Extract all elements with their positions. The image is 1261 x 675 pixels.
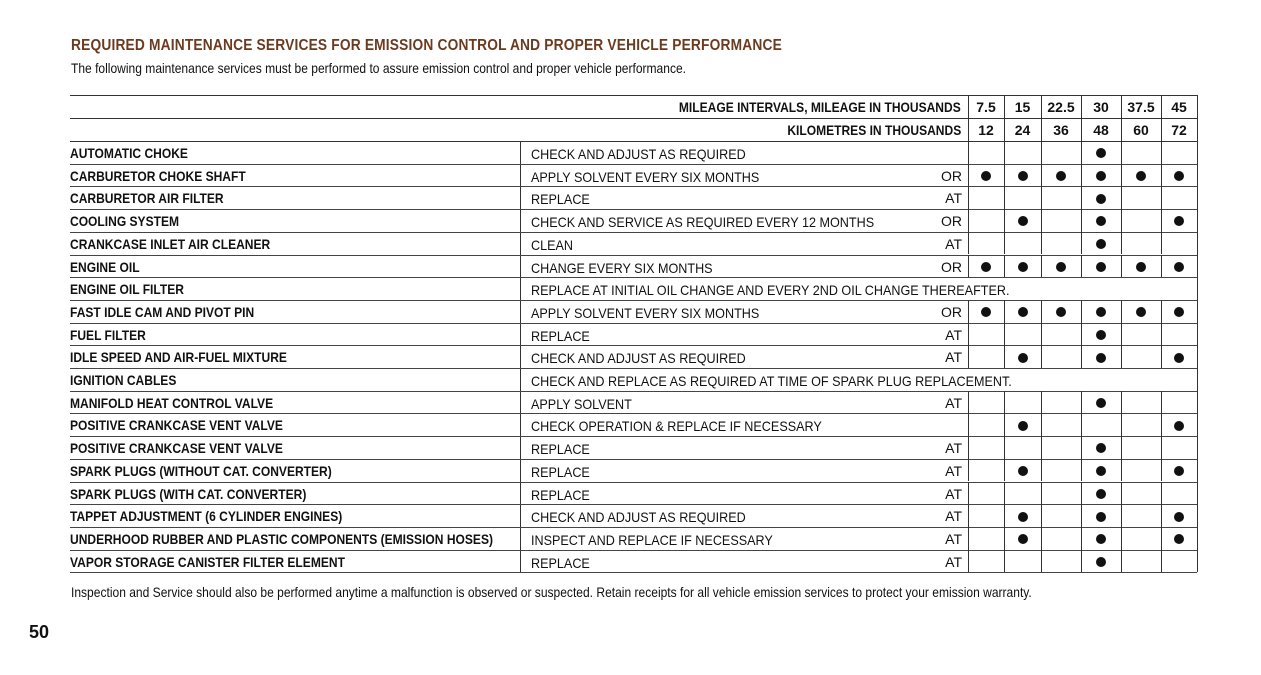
column-divider — [1161, 186, 1162, 209]
service-item: CRANKCASE INLET AIR CLEANER — [70, 235, 271, 252]
service-item: CARBURETOR AIR FILTER — [70, 190, 224, 207]
column-divider — [1004, 209, 1005, 232]
row-divider — [70, 482, 1197, 483]
row-divider — [70, 504, 1197, 505]
service-item: ENGINE OIL FILTER — [70, 281, 184, 298]
service-condition: AT — [945, 349, 962, 366]
row-divider — [70, 527, 1197, 528]
interval-mark-icon — [1018, 512, 1028, 522]
column-divider — [1081, 186, 1082, 209]
service-description: APPLY SOLVENT EVERY SIX MONTHS — [531, 304, 760, 321]
service-item: FAST IDLE CAM AND PIVOT PIN — [70, 303, 255, 320]
service-description: REPLACE — [531, 486, 590, 503]
interval-mark-icon — [1096, 534, 1106, 544]
service-description: REPLACE AT INITIAL OIL CHANGE AND EVERY 2ND OIL CHANGE THEREAFTER. — [531, 282, 1010, 299]
service-condition: AT — [945, 553, 962, 570]
service-description: REPLACE — [531, 463, 590, 480]
column-divider — [968, 300, 969, 323]
column-divider — [1081, 550, 1082, 573]
column-divider — [1041, 232, 1042, 255]
column-divider — [1004, 95, 1005, 141]
service-condition: AT — [945, 190, 962, 207]
column-divider — [1004, 482, 1005, 505]
column-divider — [1121, 141, 1122, 164]
column-divider — [1041, 459, 1042, 482]
service-item: SPARK PLUGS (WITHOUT CAT. CONVERTER) — [70, 462, 332, 479]
column-divider — [968, 391, 969, 414]
page-subtitle: The following maintenance services must be performed to assure emission control and proper vehicle performance. — [71, 60, 687, 76]
column-divider — [1161, 413, 1162, 436]
column-divider — [1161, 504, 1162, 527]
column-divider — [1081, 209, 1082, 232]
interval-mark-icon — [1174, 421, 1184, 431]
interval-mark-icon — [1174, 171, 1184, 181]
column-divider — [1161, 436, 1162, 459]
column-divider — [1041, 527, 1042, 550]
row-divider — [70, 368, 1197, 369]
column-divider — [1081, 345, 1082, 368]
interval-mark-icon — [1018, 534, 1028, 544]
km-header-cell: 72 — [1171, 122, 1187, 138]
column-divider — [1081, 504, 1082, 527]
interval-mark-icon — [1096, 148, 1106, 158]
service-condition: AT — [945, 235, 962, 252]
column-divider — [1041, 436, 1042, 459]
service-description: CHECK AND ADJUST AS REQUIRED — [531, 350, 746, 367]
interval-mark-icon — [981, 307, 991, 317]
km-header-cell: 60 — [1133, 122, 1149, 138]
column-divider — [968, 141, 969, 164]
service-item: POSITIVE CRANKCASE VENT VALVE — [70, 440, 283, 457]
interval-mark-icon — [1174, 466, 1184, 476]
body-top-rule — [70, 141, 1197, 142]
service-description: CHECK AND SERVICE AS REQUIRED EVERY 12 MONTHS — [531, 214, 875, 231]
column-divider — [1081, 391, 1082, 414]
column-divider — [520, 141, 521, 572]
row-divider — [70, 255, 1197, 256]
km-header-label: KILOMETRES IN THOUSANDS — [787, 122, 961, 138]
column-divider — [1041, 550, 1042, 573]
service-description: REPLACE — [531, 191, 590, 208]
column-divider — [968, 209, 969, 232]
service-description: REPLACE — [531, 441, 590, 458]
row-divider — [70, 164, 1197, 165]
interval-mark-icon — [1056, 262, 1066, 272]
column-divider — [1121, 391, 1122, 414]
footnote: Inspection and Service should also be performed anytime a malfunction is observed or suspected. Retain receipts for all vehicle emission services to protect your emission warranty. — [71, 584, 1032, 600]
mileage-header-cell: 15 — [1014, 99, 1031, 115]
service-item: AUTOMATIC CHOKE — [70, 145, 188, 161]
interval-mark-icon — [1018, 216, 1028, 226]
service-condition: AT — [945, 394, 962, 411]
column-divider — [1121, 482, 1122, 505]
interval-mark-icon — [1136, 262, 1146, 272]
interval-mark-icon — [1096, 171, 1106, 181]
column-divider — [1041, 323, 1042, 346]
column-divider — [1004, 550, 1005, 573]
column-divider — [1041, 482, 1042, 505]
interval-mark-icon — [1096, 443, 1106, 453]
column-divider — [1004, 186, 1005, 209]
service-condition: OR — [941, 167, 962, 184]
service-description: CHANGE EVERY SIX MONTHS — [531, 259, 713, 276]
mileage-header-cell: 37.5 — [1127, 99, 1155, 115]
mileage-header-cell: 30 — [1093, 99, 1109, 115]
row-divider — [70, 436, 1197, 437]
row-divider — [70, 209, 1197, 210]
column-divider — [1041, 345, 1042, 368]
row-divider — [70, 459, 1197, 460]
interval-mark-icon — [1096, 466, 1106, 476]
interval-mark-icon — [1096, 398, 1106, 408]
service-item: FUEL FILTER — [70, 326, 146, 343]
km-header-cell: 36 — [1053, 122, 1069, 138]
page-title: REQUIRED MAINTENANCE SERVICES FOR EMISSION CONTROL AND PROPER VEHICLE PERFORMANCE — [71, 37, 782, 54]
column-divider — [1004, 436, 1005, 459]
service-item: SPARK PLUGS (WITH CAT. CONVERTER) — [70, 485, 307, 502]
column-divider — [1121, 323, 1122, 346]
service-item: TAPPET ADJUSTMENT (6 CYLINDER ENGINES) — [70, 508, 343, 525]
column-divider — [1161, 345, 1162, 368]
column-divider — [968, 459, 969, 482]
interval-mark-icon — [1136, 307, 1146, 317]
column-divider — [1004, 300, 1005, 323]
column-divider — [1121, 255, 1122, 278]
column-divider — [1121, 232, 1122, 255]
column-divider — [1081, 255, 1082, 278]
service-condition: AT — [945, 440, 962, 457]
interval-mark-icon — [1174, 262, 1184, 272]
column-divider — [1004, 459, 1005, 482]
service-description: REPLACE — [531, 327, 590, 344]
column-divider — [968, 482, 969, 505]
column-divider — [1081, 436, 1082, 459]
service-item: IDLE SPEED AND AIR-FUEL MIXTURE — [70, 349, 287, 366]
column-divider — [1041, 141, 1042, 164]
row-divider — [70, 323, 1197, 324]
km-header-cell: 12 — [978, 122, 994, 138]
column-divider — [1081, 482, 1082, 505]
interval-mark-icon — [1096, 262, 1106, 272]
service-description: CHECK AND ADJUST AS REQUIRED — [531, 146, 746, 162]
interval-mark-icon — [1136, 171, 1146, 181]
interval-mark-icon — [1174, 216, 1184, 226]
service-description: CHECK AND ADJUST AS REQUIRED — [531, 509, 746, 526]
column-divider — [1161, 141, 1162, 164]
column-divider — [1121, 527, 1122, 550]
service-condition: OR — [941, 303, 962, 320]
column-divider — [1121, 209, 1122, 232]
column-divider — [1161, 232, 1162, 255]
interval-mark-icon — [1174, 512, 1184, 522]
row-divider — [70, 391, 1197, 392]
column-divider — [1004, 141, 1005, 164]
column-divider — [968, 527, 969, 550]
column-divider — [1197, 95, 1198, 141]
interval-mark-icon — [1018, 353, 1028, 363]
row-divider — [70, 413, 1197, 414]
column-divider — [1121, 459, 1122, 482]
service-description: APPLY SOLVENT — [531, 395, 632, 412]
column-divider — [1121, 345, 1122, 368]
column-divider — [1161, 459, 1162, 482]
column-divider — [1081, 527, 1082, 550]
column-divider — [1004, 391, 1005, 414]
interval-mark-icon — [1174, 307, 1184, 317]
service-condition: AT — [945, 462, 962, 479]
column-divider — [968, 550, 969, 573]
service-description: CLEAN — [531, 236, 574, 253]
column-divider — [1004, 323, 1005, 346]
service-item: COOLING SYSTEM — [70, 213, 180, 230]
interval-mark-icon — [1096, 512, 1106, 522]
service-condition: OR — [941, 213, 962, 230]
interval-mark-icon — [1056, 171, 1066, 181]
column-divider — [1004, 232, 1005, 255]
column-divider — [1161, 209, 1162, 232]
column-divider — [1161, 391, 1162, 414]
column-divider — [968, 323, 969, 346]
column-divider — [1041, 413, 1042, 436]
service-item: POSITIVE CRANKCASE VENT VALVE — [70, 417, 283, 434]
interval-mark-icon — [1018, 466, 1028, 476]
table-top-rule — [70, 95, 1197, 96]
column-divider — [1161, 164, 1162, 187]
row-divider — [70, 572, 1197, 573]
interval-mark-icon — [1096, 330, 1106, 340]
km-header-cell: 48 — [1093, 122, 1109, 138]
column-divider — [1121, 95, 1122, 141]
interval-mark-icon — [1096, 307, 1106, 317]
service-description: INSPECT AND REPLACE IF NECESSARY — [531, 531, 773, 548]
service-description: APPLY SOLVENT EVERY SIX MONTHS — [531, 168, 760, 185]
column-divider — [1004, 164, 1005, 187]
interval-mark-icon — [1018, 262, 1028, 272]
column-divider — [1161, 527, 1162, 550]
column-divider — [1121, 413, 1122, 436]
column-divider — [1041, 504, 1042, 527]
interval-mark-icon — [981, 171, 991, 181]
service-description: REPLACE — [531, 554, 590, 571]
column-divider — [968, 232, 969, 255]
column-divider — [1161, 550, 1162, 573]
service-item: CARBURETOR CHOKE SHAFT — [70, 167, 246, 184]
column-divider — [1161, 300, 1162, 323]
row-divider — [70, 186, 1197, 187]
column-divider — [968, 413, 969, 436]
service-item: ENGINE OIL — [70, 258, 140, 275]
column-divider — [968, 95, 969, 141]
column-divider — [1004, 527, 1005, 550]
mileage-header-cell: 22.5 — [1047, 99, 1075, 115]
interval-mark-icon — [1018, 171, 1028, 181]
column-divider — [1121, 186, 1122, 209]
service-item: IGNITION CABLES — [70, 372, 177, 388]
column-divider — [1121, 504, 1122, 527]
column-divider — [1161, 95, 1162, 141]
row-divider — [70, 277, 1197, 278]
column-divider — [1004, 504, 1005, 527]
column-divider — [1081, 323, 1082, 346]
service-item: VAPOR STORAGE CANISTER FILTER ELEMENT — [70, 553, 345, 570]
interval-mark-icon — [1096, 216, 1106, 226]
table-right-border — [1197, 141, 1198, 572]
column-divider — [1004, 413, 1005, 436]
interval-mark-icon — [1174, 353, 1184, 363]
service-item: UNDERHOOD RUBBER AND PLASTIC COMPONENTS (EMISSION HOSES) — [70, 530, 493, 547]
column-divider — [1081, 95, 1082, 141]
row-divider — [70, 300, 1197, 301]
column-divider — [1004, 345, 1005, 368]
interval-mark-icon — [981, 262, 991, 272]
header-rule — [70, 118, 1197, 119]
column-divider — [1041, 391, 1042, 414]
column-divider — [1081, 232, 1082, 255]
page-number: 50 — [29, 622, 50, 642]
interval-mark-icon — [1096, 557, 1106, 567]
interval-mark-icon — [1174, 534, 1184, 544]
interval-mark-icon — [1096, 353, 1106, 363]
column-divider — [1121, 300, 1122, 323]
interval-mark-icon — [1056, 307, 1066, 317]
service-item: MANIFOLD HEAT CONTROL VALVE — [70, 394, 274, 411]
column-divider — [1041, 255, 1042, 278]
service-condition: AT — [945, 508, 962, 525]
column-divider — [1081, 459, 1082, 482]
mileage-header-cell: 45 — [1171, 99, 1187, 115]
column-divider — [1041, 186, 1042, 209]
column-divider — [968, 436, 969, 459]
interval-mark-icon — [1096, 239, 1106, 249]
column-divider — [1041, 95, 1042, 141]
column-divider — [1081, 300, 1082, 323]
column-divider — [1004, 255, 1005, 278]
mileage-header-cell: 7.5 — [976, 99, 996, 115]
column-divider — [968, 345, 969, 368]
row-divider — [70, 345, 1197, 346]
column-divider — [1081, 141, 1082, 164]
column-divider — [1161, 323, 1162, 346]
interval-mark-icon — [1018, 421, 1028, 431]
column-divider — [1161, 482, 1162, 505]
row-divider — [70, 232, 1197, 233]
mileage-header-label: MILEAGE INTERVALS, MILEAGE IN THOUSANDS — [679, 99, 961, 115]
column-divider — [1121, 436, 1122, 459]
km-header-cell: 24 — [1014, 122, 1031, 138]
service-description: CHECK AND REPLACE AS REQUIRED AT TIME OF SPARK PLUG REPLACEMENT. — [531, 373, 1012, 389]
service-condition: AT — [945, 485, 962, 502]
interval-mark-icon — [1018, 307, 1028, 317]
column-divider — [968, 164, 969, 187]
column-divider — [1081, 413, 1082, 436]
column-divider — [1041, 300, 1042, 323]
service-condition: AT — [945, 530, 962, 547]
interval-mark-icon — [1096, 489, 1106, 499]
column-divider — [1041, 209, 1042, 232]
column-divider — [1081, 164, 1082, 187]
service-condition: AT — [945, 326, 962, 343]
service-description: CHECK OPERATION & REPLACE IF NECESSARY — [531, 418, 822, 435]
column-divider — [1161, 255, 1162, 278]
column-divider — [968, 504, 969, 527]
column-divider — [1121, 164, 1122, 187]
column-divider — [968, 186, 969, 209]
interval-mark-icon — [1096, 194, 1106, 204]
column-divider — [1041, 164, 1042, 187]
column-divider — [1121, 550, 1122, 573]
service-condition: OR — [941, 258, 962, 275]
column-divider — [968, 255, 969, 278]
row-divider — [70, 550, 1197, 551]
